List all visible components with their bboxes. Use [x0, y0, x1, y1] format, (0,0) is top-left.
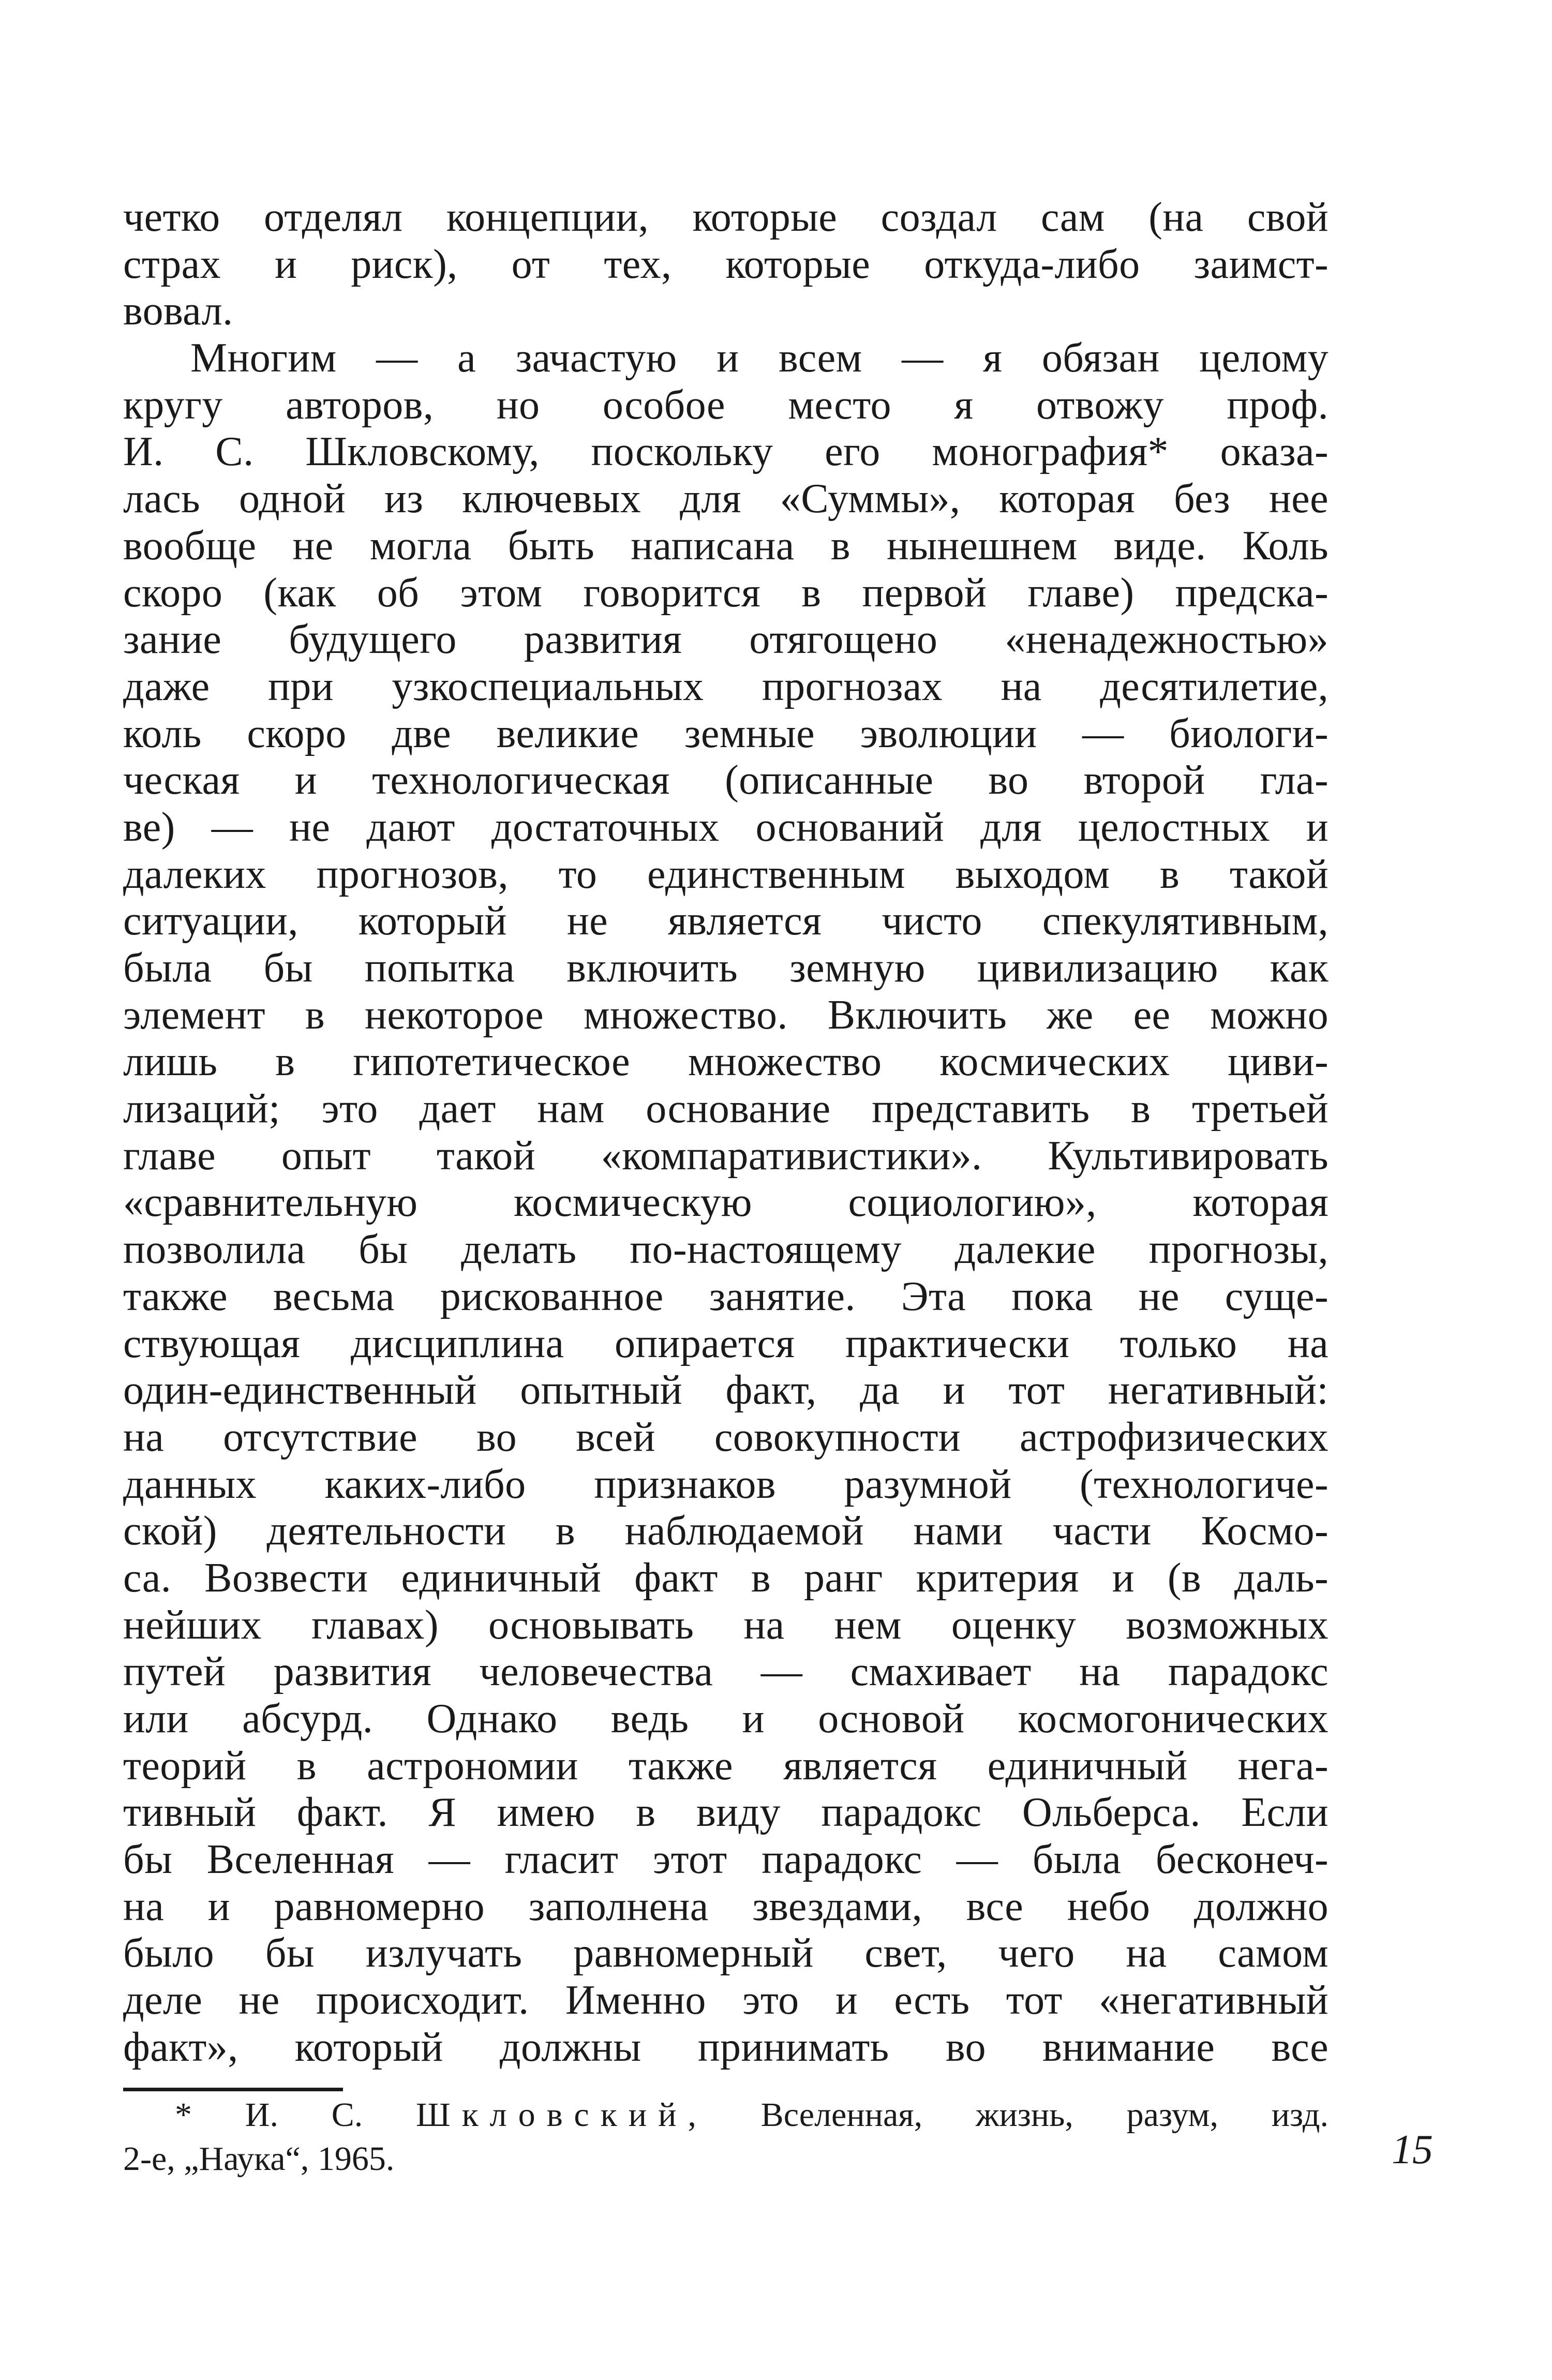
text-line: И. С. Шкловскому, поскольку его монография* оказа- [123, 429, 1329, 475]
text-line: четко отделял концепции, которые создал сам (на свой [123, 195, 1329, 240]
text-line: «сравнительную космическую социологию», которая [123, 1180, 1329, 1226]
text-line: страх и риск), от тех, которые откуда-либо заимст- [123, 241, 1329, 287]
footnote-title: Вселенная, жизнь, разум, изд. [760, 2096, 1329, 2134]
text-line: ческая и технологическая (описанные во второй гла- [123, 757, 1329, 804]
text-line: позволила бы делать по-настоящему далекие прогнозы, [123, 1227, 1329, 1273]
text-line: коль скоро две великие земные эволюции — биологи- [123, 710, 1329, 756]
text-line: ситуации, который не является чисто спекулятивным, [123, 898, 1329, 944]
text-line: ствующая дисциплина опирается практически только на [123, 1320, 1329, 1366]
text-line: лась одной из ключевых для «Суммы», которая без нее [123, 476, 1329, 522]
text-line: один-единственный опытный факт, да и тот негативный: [123, 1367, 1329, 1414]
text-line: вовал. [123, 288, 233, 334]
text-line: на и равномерно заполнена звездами, все небо должно [123, 1883, 1329, 1929]
text-line: бы Вселенная — гласит этот парадокс — была бесконеч- [123, 1837, 1329, 1883]
text-line: са. Возвести единичный факт в ранг критерия и (в даль- [123, 1555, 1329, 1601]
text-line: нейших главах) основывать на нем оценку возможных [123, 1602, 1329, 1648]
text-line: тивный факт. Я имею в виду парадокс Ольберса. Если [123, 1790, 1329, 1836]
text-line: была бы попытка включить земную цивилизацию как [123, 945, 1329, 991]
footnote-rule [123, 2088, 343, 2091]
text-line: зание будущего развития отягощено «ненадежностью» [123, 617, 1329, 663]
text-line: лишь в гипотетическое множество космических циви- [123, 1039, 1329, 1085]
text-line: на отсутствие во всей совокупности астрофизических [123, 1414, 1329, 1460]
text-line: факт», который должны принимать во внимание все [123, 2024, 1329, 2070]
footnote-line: 2-е, „Наука“, 1965. [123, 2140, 395, 2178]
text-line: было бы излучать равномерный свет, чего на самом [123, 1930, 1329, 1976]
text-line: элемент в некоторое множество. Включить же ее можно [123, 992, 1329, 1038]
text-line: также весьма рискованное занятие. Эта пока не суще- [123, 1273, 1329, 1319]
text-line: деле не происходит. Именно это и есть тот «негативный [123, 1977, 1329, 2024]
text-line: или абсурд. Однако ведь и основой космогонических [123, 1696, 1329, 1742]
text-line: Многим — а зачастую и всем — я обязан целому [190, 335, 1329, 381]
text-line: данных каких-либо признаков разумной (технологиче- [123, 1461, 1329, 1507]
text-line: главе опыт такой «компаративистики». Культивировать [123, 1133, 1329, 1179]
text-line: даже при узкоспециальных прогнозах на десятилетие, [123, 663, 1329, 709]
text-line: путей развития человечества — смахивает на парадокс [123, 1649, 1329, 1695]
footnote-marker: * И. С. [175, 2096, 363, 2134]
text-line: вообще не могла быть написана в нынешнем виде. Коль [123, 523, 1329, 569]
footnote [123, 2093, 1329, 2181]
text-line: скоро (как об этом говорится в первой главе) предска- [123, 570, 1329, 616]
text-line: теорий в астрономии также является единичный нега- [123, 1743, 1329, 1789]
text-line: кругу авторов, но особое место я отвожу проф. [123, 382, 1329, 428]
page-number: 15 [1392, 2127, 1433, 2173]
footnote-line [123, 2093, 1329, 2137]
text-line: далеких прогнозов, то единственным выходом в такой [123, 851, 1329, 897]
text-line: лизаций; это дает нам основание представить в третьей [123, 1086, 1329, 1132]
body-text [123, 194, 1329, 2071]
footnote-author: Шкловский, [416, 2096, 708, 2134]
text-line: ской) деятельности в наблюдаемой нами части Космо- [123, 1508, 1329, 1554]
text-line: ве) — не дают достаточных оснований для целостных и [123, 804, 1329, 850]
